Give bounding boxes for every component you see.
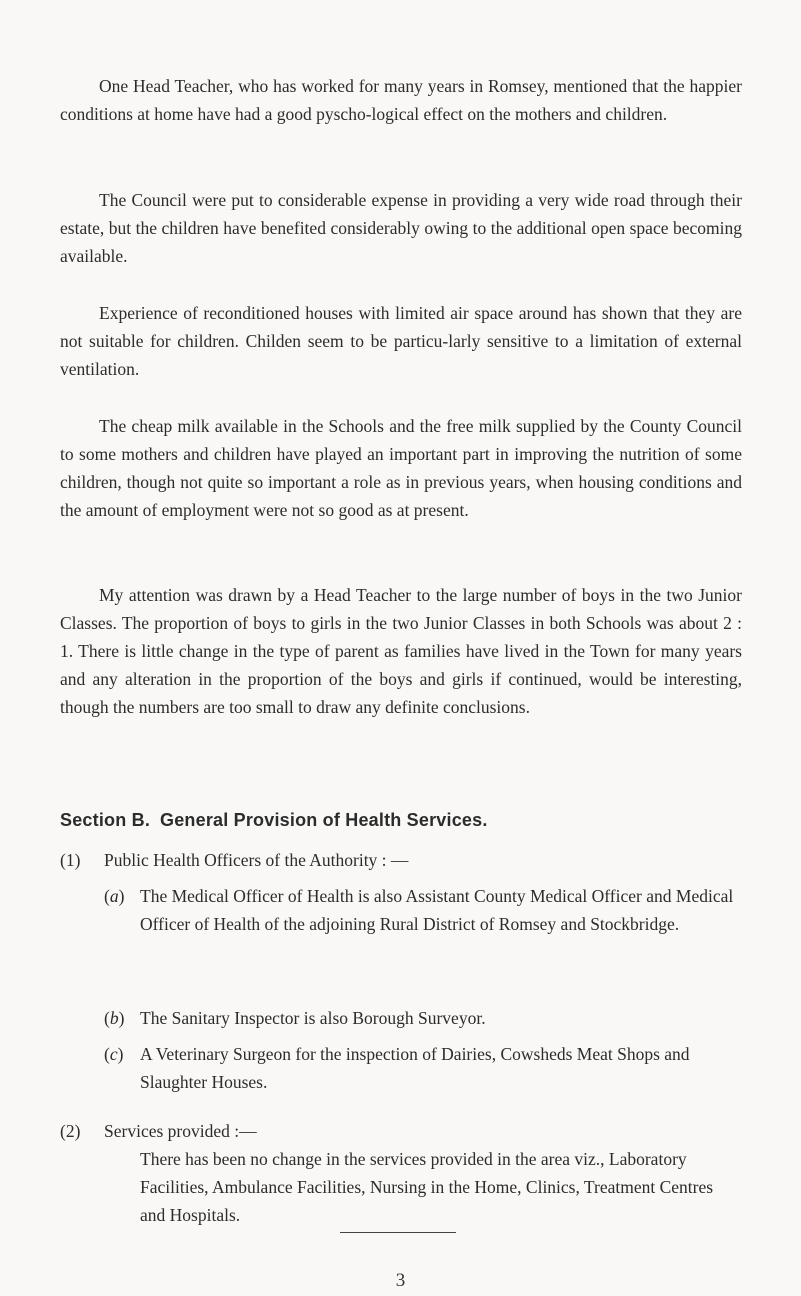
subitem-letter-a: a xyxy=(109,886,119,906)
subitem-marker-a: (a) xyxy=(104,886,125,906)
paragraph-reconditioned-houses: Experience of reconditioned houses with limited air space around has shown that they are not suitable for children. Childen seem to be particu-larly sensitive to a limitation of external ventilation. xyxy=(60,303,742,379)
section-label: Section B. xyxy=(60,810,151,830)
item-number-1: (1) xyxy=(60,850,81,870)
page-number: 3 xyxy=(395,1270,406,1291)
item-text-1: Public Health Officers of the Authority : — xyxy=(104,850,409,870)
footer-rule xyxy=(340,1232,456,1233)
subitem-marker-c: (c) xyxy=(104,1044,124,1064)
item-number-2: (2) xyxy=(60,1121,81,1141)
subitem-text-a: The Medical Officer of Health is also Assistant County Medical Officer and Medical Officer of Health of the adjoining Rural District of Romsey and Stockbridge. xyxy=(140,886,734,934)
paragraph-junior-classes: My attention was drawn by a Head Teacher to the large number of boys in the two Junior Classes. The proportion of boys to girls in the two Junior Classes in both Schools was about 2 : 1. There is little change in the type of parent as families have lived in the Town for many years and any alteration in the proportion of the boys and girls if continued, would be interesting, though the numbers are too small to draw any definite conclusions. xyxy=(60,585,742,717)
paragraph-cheap-milk: The cheap milk available in the Schools and the free milk supplied by the County Council to some mothers and children have played an important part in improving the nutrition of some children, though not quite so important a role as in previous years, when housing conditions and the amount of employment were not so good as at present. xyxy=(60,416,742,520)
item-text-2: Services provided :— xyxy=(104,1121,257,1141)
section-heading xyxy=(60,806,488,834)
subitem-letter-c: c xyxy=(109,1044,118,1064)
item-detail-2: There has been no change in the services provided in the area viz., Laboratory Facilities, Ambulance Facilities, Nursing in the Home, Clinics, Treatment Centres and Hospitals. xyxy=(140,1149,714,1225)
paragraph-happier-conditions: One Head Teacher, who has worked for many years in Romsey, mentioned that the happier conditions at home have had a good pyscho-logical effect on the mothers and children. xyxy=(60,76,742,124)
subitem-text-c: A Veterinary Surgeon for the inspection of Dairies, Cowsheds Meat Shops and Slaughter Houses. xyxy=(140,1044,690,1092)
subitem-text-b: The Sanitary Inspector is also Borough Surveyor. xyxy=(140,1008,486,1028)
paragraph-wide-road: The Council were put to considerable expense in providing a very wide road through their estate, but the children have benefited considerably owing to the additional open space becoming available. xyxy=(60,190,742,266)
subitem-marker-b: (b) xyxy=(104,1008,125,1028)
section-title: General Provision of Health Services. xyxy=(160,810,488,830)
subitem-letter-b: b xyxy=(109,1008,119,1028)
